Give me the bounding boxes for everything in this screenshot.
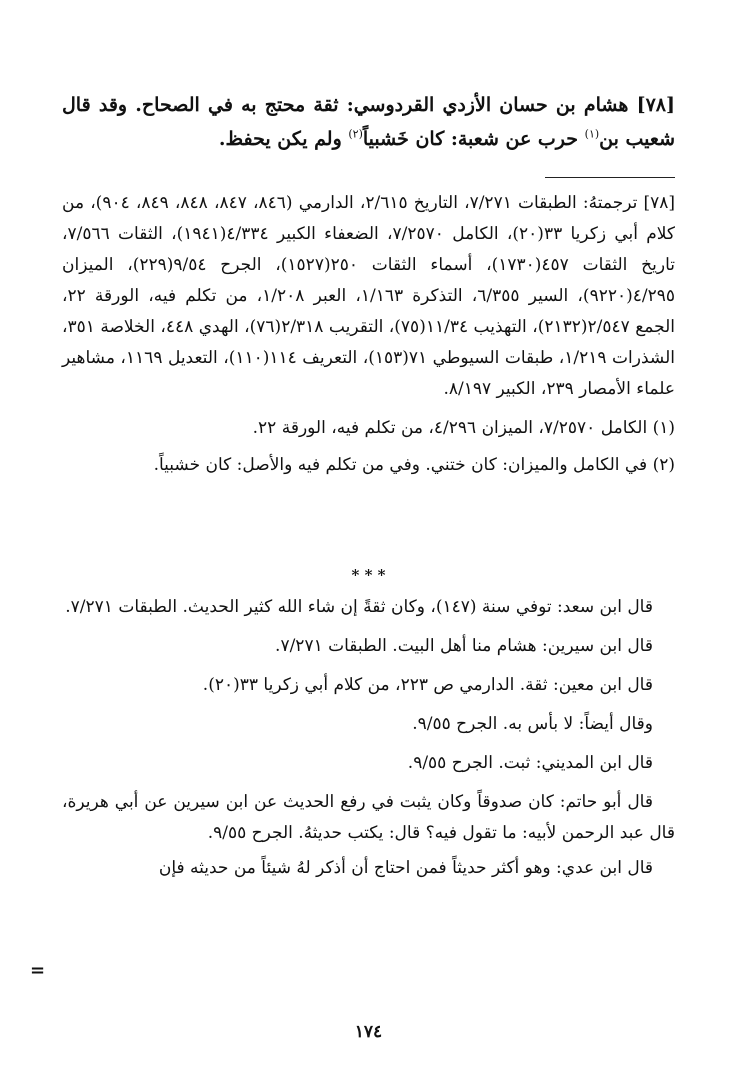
entry-heading: [٧٨] هشام بن حسان الأزدي القردوسي xyxy=(353,94,676,116)
footnote-2: (٢) في الكامل والميزان: كان ختني. وفي من تكلم فيه والأصل: كان خشبياً. xyxy=(153,455,675,475)
quote-ibn-maeen: قال ابن معين: ثقة. الدارمي ص ٢٢٣، من كلام أبي زكريا ٣٣(٢٠). xyxy=(202,675,653,695)
footnote-main-references: [٧٨] ترجمتهُ: الطبقات ٧/٢٧١، التاريخ ٢/٦١٥، الدارمي (٨٤٦، ٨٤٧، ٨٤٨، ٨٤٩، ٩٠٤)، من كلام أبي زكريا ٣٣(٢٠)، الكامل ٧/٢٥٧٠، الضعفاء الكبير ٤/٣٣٤(١٩٤١)، الثقات ٧/٥٦٦، تاريخ الثقات ٤٥٧(١٧٣٠)، أسماء الثقات ٢٥٠(١٥٢٧)، الجرح ٩/٥٤(٢٢٩)، الميزان ٤/٢٩٥(٩٢٢٠)، السير ٦/٣٥٥، التذكرة ١/١٦٣، العبر ١/٢٠٨، من تكلم فيه، الورقة ٢٢، الجمع ٢/٥٤٧(٢١٣٢)، التهذيب ١١/٣٤(٧٥)، التقريب ٢/٣١٨(٧٦)، الهدي ٤٤٨، الخلاصة ٣٥١، الشذرات ١/٢١٩، طبقات السيوطي ٧١(١٥٣)، التعريف ١١٤(١١٠)، التعديل ١١٦٩، مشاهير علماء الأمصار ٢٣٩، الكبير ٨/١٩٧. xyxy=(62,193,676,399)
quote-abu-hatim: قال أبو حاتم: كان صدوقاً وكان يثبت في رفع الحديث عن ابن سيرين عن أبي هريرة، قال عبد الرحمن لأبيه: ما تقول فيه؟ قال: يكتب حديثهُ. الجرح ٩/٥٥. xyxy=(62,792,675,843)
quote-also: وقال أيضاً: لا بأس به. الجرح ٩/٥٥. xyxy=(412,714,653,734)
biography-entry xyxy=(62,88,675,156)
quotes-section xyxy=(62,592,675,892)
continuation-mark: = xyxy=(30,960,46,981)
quote-ibn-adi: قال ابن عدي: وهو أكثر حديثاً فمن احتاج أن أذكر لهُ شيئاً من حديثه فإن xyxy=(158,858,653,878)
quote-ibn-madini: قال ابن المديني: ثبت. الجرح ٩/٥٥. xyxy=(407,753,653,773)
entry-text-2: حرب عن شعبة: كان خَشبياً xyxy=(362,128,585,150)
page-number: ١٧٤ xyxy=(354,1022,383,1042)
quote-ibn-sirin: قال ابن سيرين: هشام منا أهل البيت. الطبقات ٧/٢٧١. xyxy=(275,636,653,656)
section-separator-stars: * * * xyxy=(351,566,386,584)
entry-text-1: : ثقة محتج به في الصحاح. وقد قال شعيب بن xyxy=(62,94,675,150)
footnote-marker-2[interactable]: (٢) xyxy=(348,127,363,141)
footnote-marker-1[interactable]: (١) xyxy=(584,127,600,141)
quote-ibn-saad: قال ابن سعد: توفي سنة (١٤٧)، وكان ثقةً إن شاء الله كثير الحديث. الطبقات ٧/٢٧١. xyxy=(65,597,653,617)
footnote-1: (١) الكامل ٧/٢٥٧٠، الميزان ٤/٢٩٦، من تكلم فيه، الورقة ٢٢. xyxy=(252,418,675,438)
footnotes-block xyxy=(62,188,675,487)
footnote-separator-rule xyxy=(545,177,675,178)
entry-text-3: ولم يكن يحفظ. xyxy=(218,128,349,150)
